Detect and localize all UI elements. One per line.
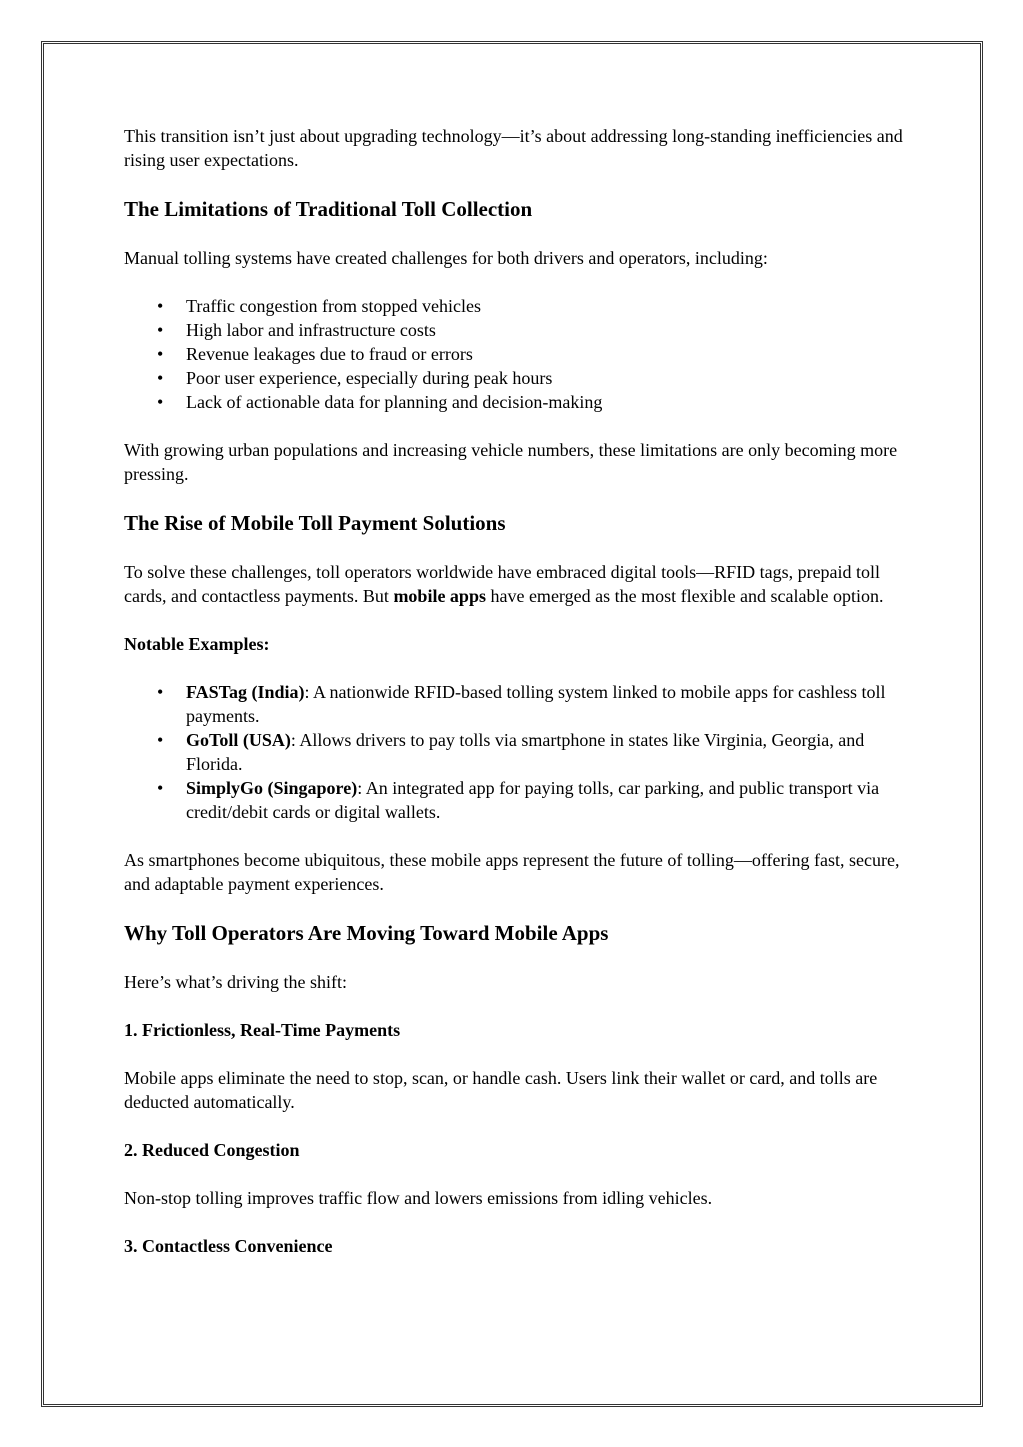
rise-text-bold: mobile apps bbox=[393, 586, 486, 606]
point-title: 3. Contactless Convenience bbox=[124, 1236, 333, 1256]
example-desc: : Allows drivers to pay tolls via smartphone in states like Virginia, Georgia, and Florida. bbox=[186, 730, 865, 774]
point-title: 1. Frictionless, Real-Time Payments bbox=[124, 1020, 401, 1040]
examples-list bbox=[124, 680, 904, 824]
intro-paragraph: This transition isn’t just about upgrading technology—it’s about addressing long-standing inefficiencies and rising user expectations. bbox=[124, 126, 903, 170]
list-item: • High labor and infrastructure costs bbox=[186, 318, 904, 342]
rise-text-before: To solve these challenges, toll operators worldwide have embraced digital tools—RFID tags, prepaid toll cards, and contactless payments. But bbox=[124, 562, 881, 606]
point-title: 2. Reduced Congestion bbox=[124, 1140, 300, 1160]
example-name: FASTag (India) bbox=[186, 682, 305, 702]
why-heading: Why Toll Operators Are Moving Toward Mobile Apps bbox=[124, 921, 609, 945]
why-lead: Here’s what’s driving the shift: bbox=[124, 972, 347, 992]
example-desc: : An integrated app for paying tolls, car parking, and public transport via credit/debit cards or digital wallets. bbox=[186, 778, 880, 822]
limitations-heading: The Limitations of Traditional Toll Collection bbox=[124, 197, 533, 221]
document-body bbox=[124, 124, 904, 1282]
point-body: Non-stop tolling improves traffic flow and lowers emissions from idling vehicles. bbox=[124, 1188, 713, 1208]
list-item bbox=[186, 776, 904, 824]
example-desc: : A nationwide RFID-based tolling system linked to mobile apps for cashless toll payments. bbox=[186, 682, 886, 726]
rise-closing: As smartphones become ubiquitous, these mobile apps represent the future of tolling—offering fast, secure, and adaptable payment experiences. bbox=[124, 850, 900, 894]
example-name: SimplyGo (Singapore) bbox=[186, 778, 358, 798]
example-name: GoToll (USA) bbox=[186, 730, 291, 750]
rise-paragraph bbox=[124, 560, 904, 608]
limitations-lead: Manual tolling systems have created challenges for both drivers and operators, including: bbox=[124, 248, 768, 268]
rise-text-after: have emerged as the most flexible and scalable option. bbox=[485, 586, 884, 606]
list-item: • Traffic congestion from stopped vehicles bbox=[186, 294, 904, 318]
rise-heading: The Rise of Mobile Toll Payment Solutions bbox=[124, 511, 506, 535]
list-item: • Lack of actionable data for planning and decision-making bbox=[186, 390, 904, 414]
limitations-list bbox=[124, 294, 904, 414]
list-item: • Poor user experience, especially during peak hours bbox=[186, 366, 904, 390]
examples-heading: Notable Examples: bbox=[124, 634, 270, 654]
limitations-closing: With growing urban populations and increasing vehicle numbers, these limitations are only becoming more pressing. bbox=[124, 440, 898, 484]
list-item: • Revenue leakages due to fraud or errors bbox=[186, 342, 904, 366]
point-body: Mobile apps eliminate the need to stop, scan, or handle cash. Users link their wallet or card, and tolls are deducted automatically. bbox=[124, 1068, 878, 1112]
list-item bbox=[186, 680, 904, 728]
list-item bbox=[186, 728, 904, 776]
